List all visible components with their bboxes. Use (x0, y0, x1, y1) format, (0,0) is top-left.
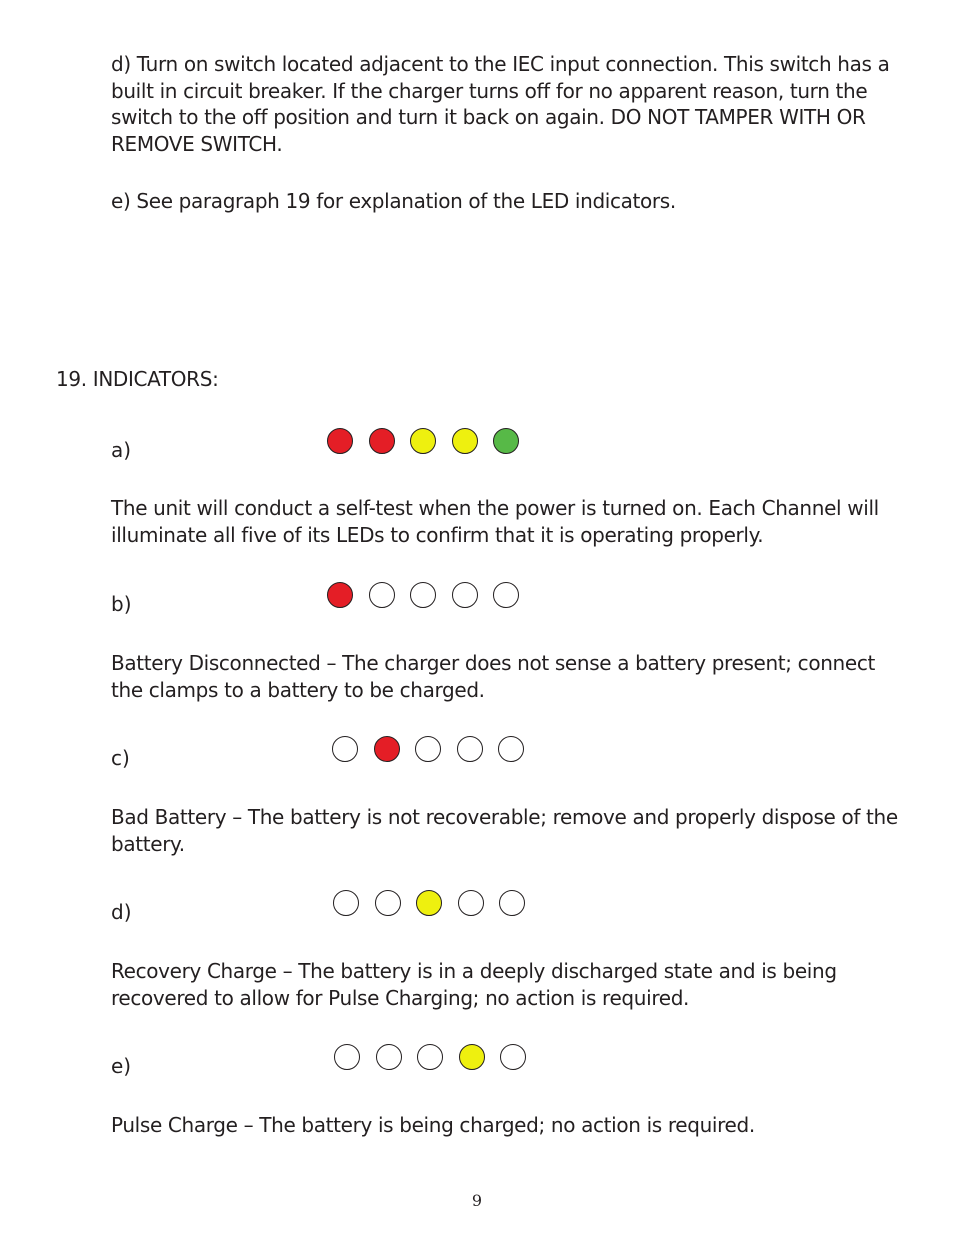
led-indicator-off (375, 890, 401, 916)
led-indicator-red (374, 736, 400, 762)
led-indicator-green (493, 428, 519, 454)
indicator-label: d) (111, 900, 132, 924)
led-row (333, 890, 553, 920)
led-indicator-off (332, 736, 358, 762)
indicator-label: b) (111, 592, 132, 616)
indicator-description: Bad Battery – The battery is not recoverable; remove and properly dispose of the battery. (111, 805, 898, 856)
led-indicator-off (410, 582, 436, 608)
led-row (332, 736, 552, 766)
led-indicator-off (499, 890, 525, 916)
led-indicator-off (493, 582, 519, 608)
led-indicator-off (500, 1044, 526, 1070)
led-indicator-red (327, 582, 353, 608)
led-indicator-yellow (459, 1044, 485, 1070)
indicator-description: Recovery Charge – The battery is in a deeply discharged state and is being recovered to allow for Pulse Charging; no action is required. (111, 959, 837, 1010)
indicator-label: c) (111, 746, 130, 770)
led-indicator-off (369, 582, 395, 608)
led-indicator-yellow (410, 428, 436, 454)
indicator-label: a) (111, 438, 132, 462)
page-number: 9 (471, 1191, 483, 1210)
step-d-text: d) Turn on switch located adjacent to the IEC input connection. This switch has a built in circuit breaker. If the charger turns off for no apparent reason, turn the switch to the off position and turn it back on again. DO NOT TAMPER WITH OR REMOVE SWITCH. (111, 52, 890, 156)
led-indicator-off (333, 890, 359, 916)
step-e-text: e) See paragraph 19 for explanation of the LED indicators. (111, 189, 676, 213)
led-indicator-red (327, 428, 353, 454)
section-heading: 19. INDICATORS: (56, 367, 219, 391)
led-indicator-off (334, 1044, 360, 1070)
led-indicator-off (457, 736, 483, 762)
led-row (327, 582, 547, 612)
led-indicator-off (498, 736, 524, 762)
indicator-description: The unit will conduct a self-test when the power is turned on. Each Channel will illuminate all five of its LEDs to confirm that it is operating properly. (111, 496, 879, 547)
led-indicator-off (452, 582, 478, 608)
led-indicator-off (458, 890, 484, 916)
led-row (327, 428, 547, 458)
indicator-description: Pulse Charge – The battery is being charged; no action is required. (111, 1113, 755, 1137)
led-indicator-off (376, 1044, 402, 1070)
led-indicator-off (417, 1044, 443, 1070)
led-indicator-off (415, 736, 441, 762)
led-indicator-yellow (416, 890, 442, 916)
led-indicator-red (369, 428, 395, 454)
led-row (334, 1044, 554, 1074)
led-indicator-yellow (452, 428, 478, 454)
indicator-description: Battery Disconnected – The charger does not sense a battery present; connect the clamps to a battery to be charged. (111, 651, 875, 702)
indicator-label: e) (111, 1054, 132, 1078)
